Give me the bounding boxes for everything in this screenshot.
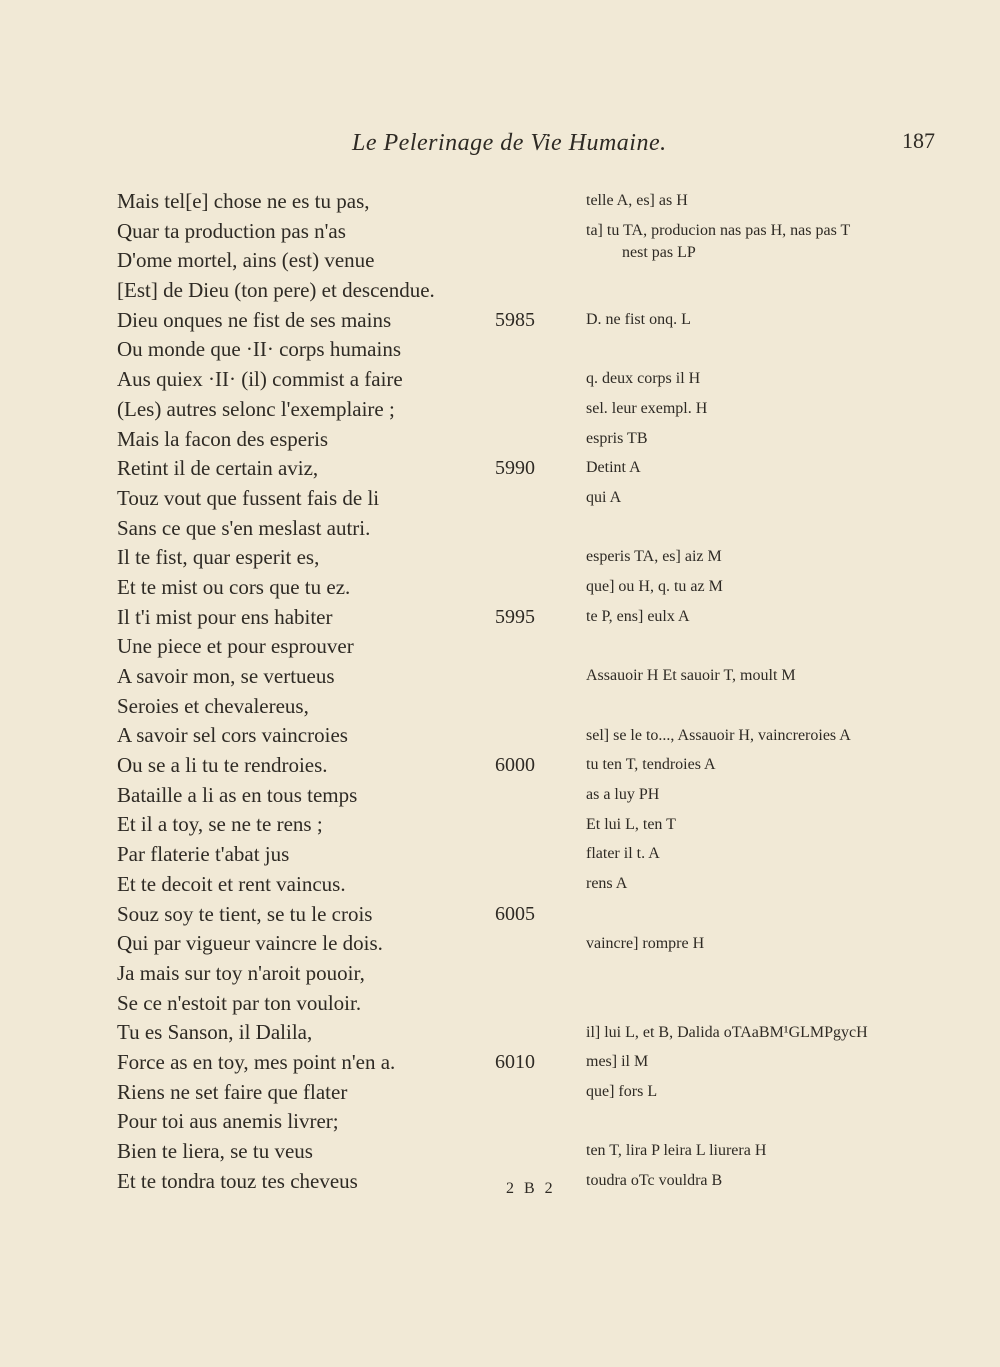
verse-line <box>117 306 557 336</box>
verse-text: Sans ce que s'en meslast autri. <box>117 515 371 540</box>
page-number: 187 <box>902 128 935 153</box>
verse-line <box>117 603 557 633</box>
verse-text: Se ce n'estoit par ton vouloir. <box>117 990 362 1015</box>
verse-text: A savoir sel cors vaincroies <box>117 723 348 748</box>
variant-note-text: flater il t. A <box>586 845 660 863</box>
verse-line <box>117 692 557 722</box>
verse-text: Ja mais sur toy n'aroit pouoir, <box>117 960 365 985</box>
verse-line <box>117 751 557 781</box>
variant-note-text: Et lui L, ten T <box>586 815 676 833</box>
verse-text: Quar ta production pas n'as <box>117 218 346 243</box>
verse-line <box>117 1137 557 1167</box>
variant-note-text: te P, ens] eulx A <box>586 607 690 625</box>
variant-note <box>586 814 676 836</box>
verse-line <box>117 989 557 1019</box>
variant-note <box>586 606 690 628</box>
variant-note <box>586 665 796 687</box>
printer-signature: 2 B 2 <box>506 1180 556 1197</box>
variant-note <box>586 754 716 776</box>
verse-line <box>117 365 557 395</box>
verse-text: Tu es Sanson, il Dalila, <box>117 1020 313 1045</box>
verse-text: Et il a toy, se ne te rens ; <box>117 812 323 837</box>
verse-text: Mais tel[e] chose ne es tu pas, <box>117 189 370 213</box>
variant-note <box>586 1140 766 1162</box>
variant-note <box>586 933 704 955</box>
variant-note-text: ten T, lira P leira L liurera H <box>586 1142 767 1160</box>
variant-note-text: mes] il M <box>586 1053 649 1071</box>
verse-line <box>117 573 557 603</box>
verse-line <box>117 1078 557 1108</box>
verse-text: Aus quiex ·II· (il) commist a faire <box>117 367 403 392</box>
verse-line <box>117 425 557 455</box>
running-title: Le Pelerinage de Vie Humaine. <box>352 130 667 156</box>
verse-line <box>117 632 557 662</box>
variant-note <box>586 398 707 420</box>
variant-note-text: qui A <box>586 489 622 506</box>
verse-line <box>117 959 557 989</box>
verse-text: Par flaterie t'abat jus <box>117 842 290 867</box>
verse-line <box>117 721 557 751</box>
variant-note-text: ta] tu TA, producion nas pas H, nas pas T <box>586 221 851 239</box>
verse-line <box>117 217 557 247</box>
verse-line <box>117 187 557 217</box>
verse-line <box>117 514 557 544</box>
verse-line <box>117 1167 557 1197</box>
verse-text: A savoir mon, se vertueus <box>117 664 335 688</box>
verse-line <box>117 484 557 514</box>
verse-text: Il t'i mist pour ens habiter <box>117 604 333 629</box>
verse-text: Il te fist, quar esperit es, <box>117 545 320 570</box>
verse-line <box>117 1107 557 1137</box>
variant-note <box>586 784 659 806</box>
variant-note <box>586 1081 657 1103</box>
variant-note-text: q. deux corps il H <box>586 370 701 388</box>
verse-line <box>117 395 557 425</box>
variant-note-text: vaincre] rompre H <box>586 934 705 952</box>
verse-line <box>117 1048 557 1078</box>
verse-text: Touz vout que fussent fais de li <box>117 485 380 510</box>
variant-note-text: toudra oTc vouldra B <box>586 1172 723 1190</box>
verse-text: Une piece et pour esprouver <box>117 634 354 659</box>
verse-text: Seroies et chevalereus, <box>117 693 309 718</box>
verse-text: Mais la facon des esperis <box>117 426 329 451</box>
variant-note <box>586 368 700 390</box>
variant-note <box>586 546 722 568</box>
verse-line <box>117 276 557 306</box>
verse-line <box>117 543 557 573</box>
verse-line <box>117 870 557 900</box>
variant-note <box>586 1022 868 1044</box>
verse-text: Souz soy te tient, se tu le crois <box>117 901 373 926</box>
variant-note-text: sel. leur exempl. H <box>586 399 708 417</box>
verse-text: Dieu onques ne fist de ses mains <box>117 307 392 332</box>
line-number: 5990 <box>495 457 535 480</box>
variant-note-text: esperis TA, es] aiz M <box>586 548 722 566</box>
verse-text: Qui par vigueur vaincre le dois. <box>117 931 383 956</box>
line-number: 6000 <box>495 754 535 777</box>
variant-note-text: D. ne fist onq. L <box>586 310 691 328</box>
verse-text: Et te tondra touz tes cheveus <box>117 1168 358 1193</box>
variant-note-text: que] fors L <box>586 1083 658 1100</box>
verse-line <box>117 810 557 840</box>
verse-text: Pour toi aus anemis livrer; <box>117 1109 339 1134</box>
variant-note-text: que] ou H, q. tu az M <box>586 578 723 596</box>
verse-text: (Les) autres selonc l'exemplaire ; <box>117 396 395 421</box>
verse-line <box>117 781 557 811</box>
verse-text: [Est] de Dieu (ton pere) et descendue. <box>117 278 435 303</box>
verse-text: Bataille a li as en tous temps <box>117 782 358 807</box>
verse-line <box>117 335 557 365</box>
verse-text: Force as en toy, mes point n'en a. <box>117 1049 396 1074</box>
verse-text: Bien te liera, se tu veus <box>117 1139 313 1163</box>
variant-note-text: rens A <box>586 875 628 893</box>
variant-note <box>586 576 723 598</box>
variant-note <box>586 457 641 479</box>
verse-text: Riens ne set faire que flater <box>117 1079 348 1104</box>
verse-text: Et te decoit et rent vaincus. <box>117 871 346 896</box>
variant-note <box>586 190 688 212</box>
variant-note <box>586 873 627 895</box>
variant-note-text: Detint A <box>586 459 641 477</box>
line-number: 5995 <box>495 605 535 628</box>
line-number: 5985 <box>495 308 535 331</box>
verse-text: Ou se a li tu te rendroies. <box>117 753 328 778</box>
variant-note-text: Assauoir H Et sauoir T, moult M <box>586 667 796 685</box>
variant-note-text: telle A, es] as H <box>586 192 688 209</box>
verse-line <box>117 840 557 870</box>
verse-line <box>117 929 557 959</box>
variant-note <box>586 428 647 450</box>
variant-note-text: sel] se le to..., Assauoir H, vaincreroies A <box>586 726 851 744</box>
variant-note-text: il] lui L, et B, Dalida oTAaBM¹GLMPgycH <box>586 1023 868 1041</box>
variant-note-text: tu ten T, tendroies A <box>586 756 716 774</box>
line-number: 6010 <box>495 1050 535 1073</box>
variant-note <box>586 1051 648 1073</box>
verse-text: D'ome mortel, ains (est) venue <box>117 248 375 273</box>
verse-text: Et te mist ou cors que tu ez. <box>117 574 351 599</box>
verse-line <box>117 246 557 276</box>
variant-note <box>586 843 660 865</box>
variant-note <box>586 220 951 264</box>
verse-line <box>117 662 557 692</box>
verse-text: Ou monde que ·II· corps humains <box>117 337 402 362</box>
verse-column <box>117 187 557 1196</box>
variant-note <box>586 725 851 747</box>
variant-note <box>586 1170 722 1192</box>
verse-line <box>117 1018 557 1048</box>
variant-note-text: as a luy PH <box>586 786 660 803</box>
verse-line <box>117 900 557 930</box>
verse-text: Retint il de certain aviz, <box>117 456 319 481</box>
verse-line <box>117 454 557 484</box>
variant-note <box>586 487 621 509</box>
line-number: 6005 <box>495 902 535 925</box>
variant-note-continuation: nest pas LP <box>622 243 696 261</box>
variant-note-text: espris TB <box>586 429 648 447</box>
variant-note <box>586 309 691 331</box>
